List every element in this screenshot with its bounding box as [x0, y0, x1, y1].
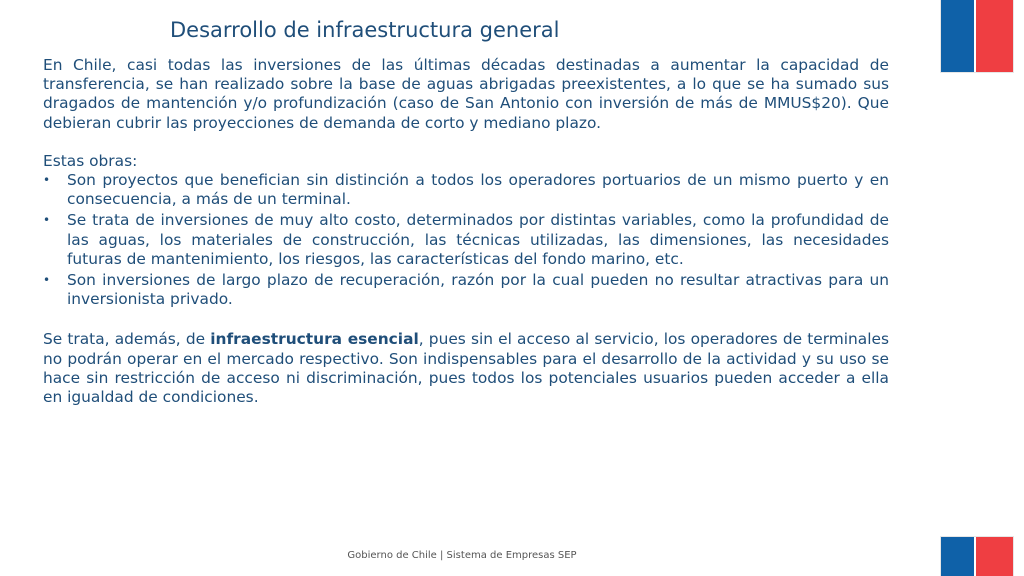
bullet-icon: • [43, 273, 51, 288]
bullet-text: Se trata de inversiones de muy alto costo, determinados por distintas variables, como la profundidad de las aguas, los materiales de construcción, las técnicas utilizadas, las dimensiones, las necesidades futuras de mantenimiento, los riesgos, las características del fondo marino, etc. [67, 211, 889, 268]
closing-text-end: , pues sin el acceso al servicio, los operadores de terminales no podrán operar en el mercado respectivo. Son indispensables para el desarrollo de la actividad y su uso se hace sin restricción de acceso ni discriminación, pues todos los potenciales usuarios pueden acceder a ella en igualdad de condiciones. [43, 330, 889, 407]
bullet-icon: • [43, 173, 51, 188]
footer: Gobierno de Chile | Sistema de Empresas SEP [347, 550, 577, 561]
slide-body [43, 56, 889, 407]
list-item [43, 211, 889, 269]
list-item [43, 271, 889, 309]
bullet-list [43, 171, 889, 309]
paragraph-intro: En Chile, casi todas las inversiones de las últimas décadas destinadas a aumentar la capacidad de transferencia, se han realizado sobre la base de aguas abrigadas preexistentes, a lo que se ha sumado sus dragados de mantención y/o profundización (caso de San Antonio con inversión de más de MMUS$20). Que debieran cubrir las proyecciones de demanda de corto y mediano plazo. [43, 56, 889, 132]
paragraph-closing [43, 330, 889, 407]
flag-bottom-decoration [941, 537, 1013, 576]
bullet-icon: • [43, 213, 51, 228]
list-item [43, 171, 889, 209]
slide-title: Desarrollo de infraestructura general [170, 18, 560, 42]
bullet-text: Son proyectos que benefician sin distinción a todos los operadores portuarios de un mismo puerto y en consecuencia, a más de un terminal. [67, 171, 889, 209]
closing-text-start: Se trata, además, de [43, 330, 211, 349]
bullet-text: Son inversiones de largo plazo de recuperación, razón por la cual pueden no resultar atractivas para un inversionista privado. [67, 271, 889, 309]
flag-top-decoration [941, 0, 1013, 72]
closing-emphasis: infraestructura esencial [210, 330, 419, 349]
list-intro: Estas obras: [43, 151, 138, 170]
